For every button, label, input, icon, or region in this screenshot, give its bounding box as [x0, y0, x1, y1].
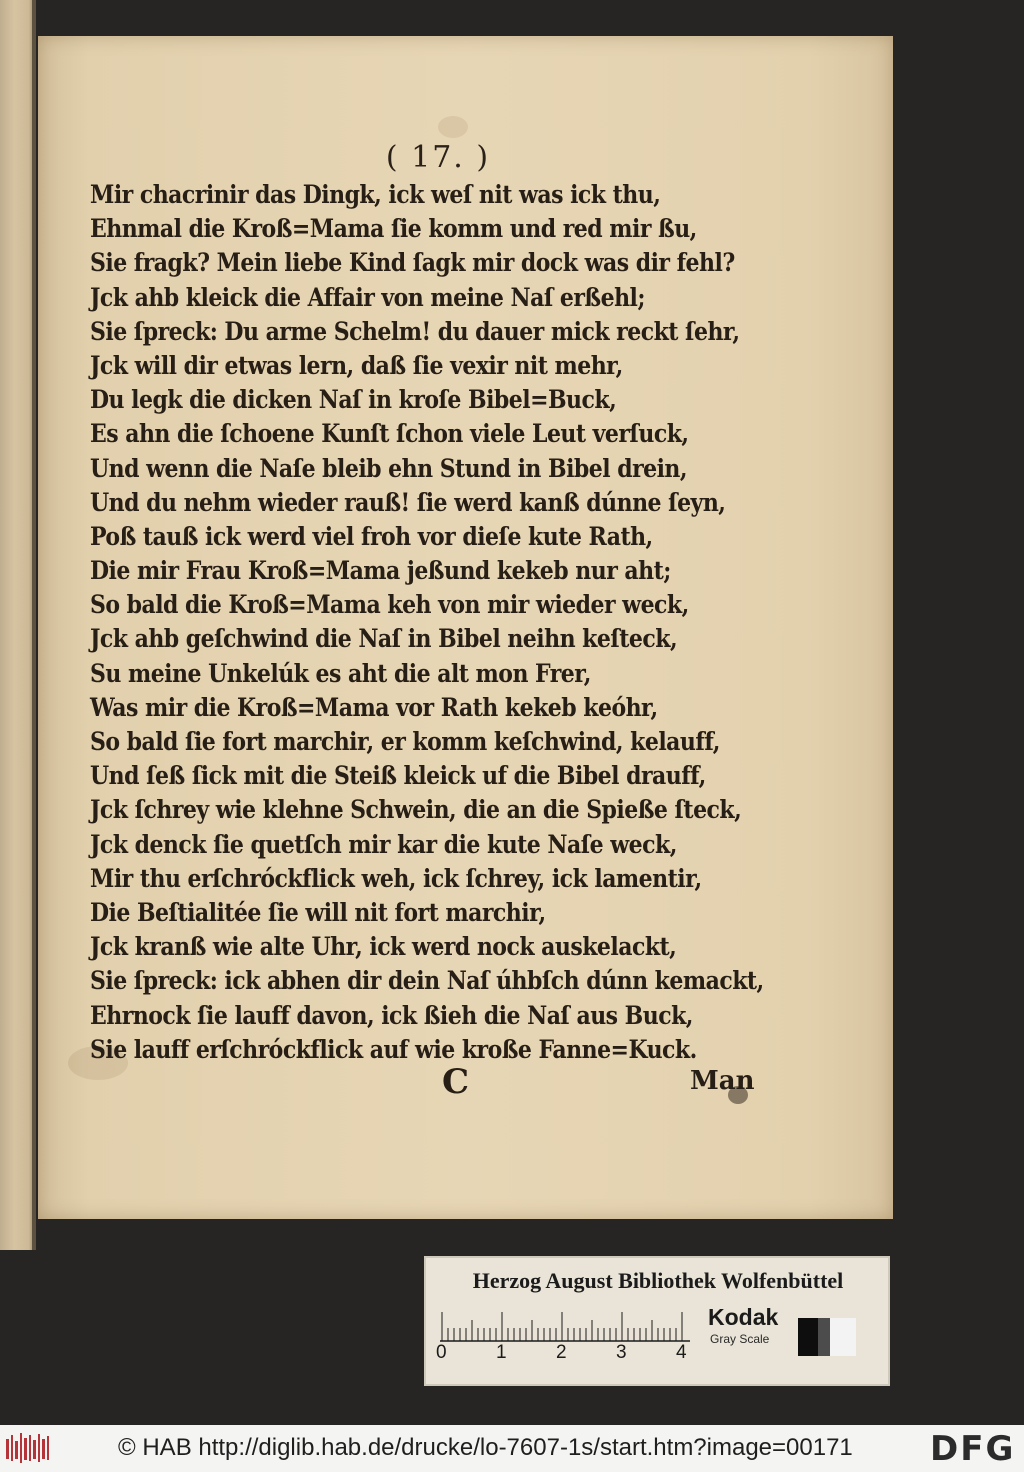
gray-scale-caption: Gray Scale: [710, 1332, 770, 1346]
ruler-icon: [440, 1308, 696, 1342]
verse-line: Ehnmal die Kroß=Mama ſie komm und red mir ßu,: [90, 214, 697, 244]
verse-line: Mir chacrinir das Dingk, ick weſ nit was ick thu,: [90, 180, 661, 209]
verse-line: Poß tauß ick werd viel froh vor dieſe kute Rath,: [90, 521, 653, 551]
scale-number: 2: [556, 1342, 567, 1363]
verse-line: Was mir die Kroß=Mama vor Rath kekeb keóhr,: [90, 692, 658, 722]
verse-line: Sie ſpreck: Du arme Schelm! du dauer mick reckt ſehr,: [90, 316, 740, 346]
scale-number: 3: [616, 1342, 627, 1363]
verse-line: Mir thu erſchróckflick weh, ick ſchrey, ick lamentir,: [90, 863, 702, 893]
scale-number: 0: [436, 1342, 447, 1363]
verse-line: Su meine Unkelúk es aht die alt mon Frer,: [90, 658, 591, 688]
verse-line: Jck denck ſie quetſch mir kar die kute Naſe weck,: [90, 829, 677, 859]
verse-line: Ehrnock ſie lauff davon, ick ßieh die Naſ aus Buck,: [90, 1000, 693, 1030]
catchword: Man: [690, 1066, 755, 1096]
facing-page-edge: [0, 0, 36, 1250]
verse-line: Und du nehm wieder rauß! ſie werd kanß dúnne ſeyn,: [90, 487, 726, 517]
verse-line: Die mir Frau Kroß=Mama jeßund kekeb nur aht;: [90, 556, 671, 586]
verse-line: Sie ſpreck: ick abhen dir dein Naſ úhbſch dúnn kemackt,: [90, 966, 764, 996]
verse-line: So bald die Kroß=Mama keh von mir wieder weck,: [90, 590, 689, 620]
verse-line: Die Beſtialitée ſie will nit fort marchir,: [90, 897, 546, 927]
verse-line: Jck ſchrey wie klehne Schwein, die an die Spieße ſteck,: [90, 795, 742, 825]
verse-line: Es ahn die ſchoene Kunſt ſchon viele Leut verſuck,: [90, 419, 689, 449]
signature-mark: C: [442, 1062, 470, 1102]
library-label: [424, 1256, 890, 1386]
verse-line: Sie fragk? Mein liebe Kind ſagk mir dock was dir fehl?: [90, 248, 735, 278]
verse-text: [90, 178, 790, 1067]
scale-number: 4: [676, 1342, 687, 1363]
kodak-brand: Kodak: [708, 1304, 779, 1330]
verse-line: Jck kranß wie alte Uhr, ick werd nock auskelackt,: [90, 932, 677, 962]
measurement-scale: [436, 1308, 696, 1364]
verse-line: Du legk die dicken Naſ in kroſe Bibel=Buck,: [90, 385, 617, 415]
verse-line: Und ſeß ſick mit die Steiß kleick uf die Bibel drauff,: [90, 761, 706, 791]
verse-line: Sie lauff erſchróckflick auf wie kroße Fanne=Kuck.: [90, 1034, 697, 1064]
verse-line: So bald ſie fort marchir, er komm keſchwind, kelauff,: [90, 727, 720, 756]
library-name: Herzog August Bibliothek Wolfenbüttel: [472, 1268, 844, 1293]
gray-scale-patch: [798, 1318, 856, 1356]
book-page: [38, 36, 893, 1219]
footer-bar: [0, 1425, 1024, 1472]
scale-numbers: [436, 1342, 696, 1366]
paper-stain: [438, 116, 468, 138]
copyright-url: © HAB http://diglib.hab.de/drucke/lo-7607-1s/start.htm?image=00171: [118, 1434, 853, 1461]
scale-number: 1: [496, 1342, 507, 1363]
page-number: ( 17. ): [385, 140, 491, 175]
dark-gray-patch: [818, 1318, 830, 1356]
verse-line: Jck ahb geſchwind die Naſ in Bibel neihn keſteck,: [90, 624, 678, 654]
dfg-logo: DFG: [930, 1429, 1016, 1469]
black-patch: [798, 1318, 818, 1356]
verse-line: Jck ahb kleick die Affair von meine Naſ erßehl;: [90, 282, 645, 312]
barcode-icon: [6, 1433, 50, 1463]
verse-line: Jck will dir etwas lern, daß ſie vexir nit mehr,: [90, 350, 623, 380]
verse-line: Und wenn die Naſe bleib ehn Stund in Bibel drein,: [90, 453, 688, 483]
